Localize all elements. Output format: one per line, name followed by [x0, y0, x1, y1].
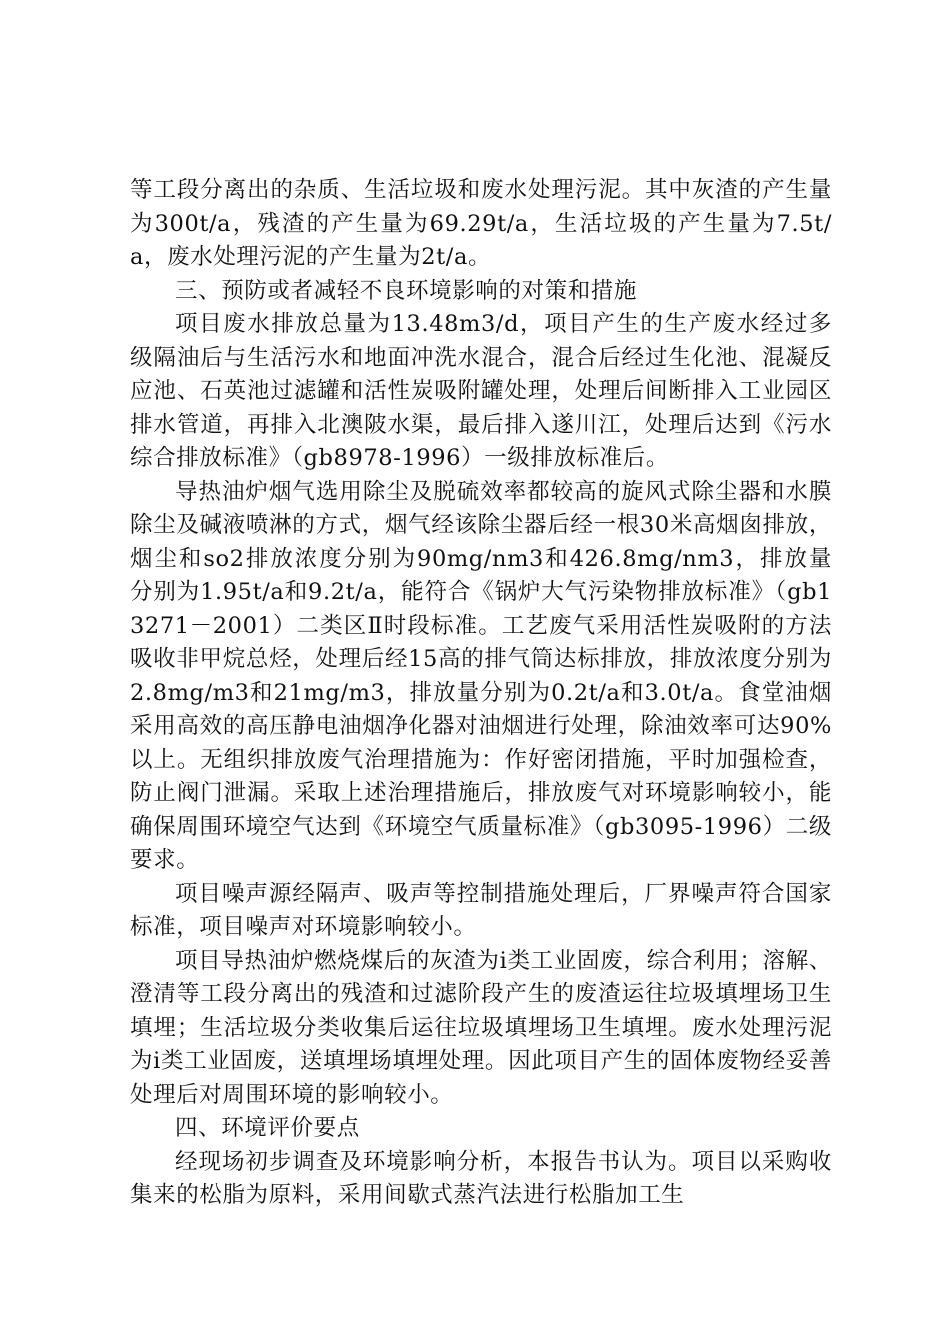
paragraph-noise: 项目噪声源经隔声、吸声等控制措施处理后，厂界噪声符合国家标准，项目噪声对环境影响较小。	[130, 880, 832, 940]
section-heading-3: 三、预防或者减轻不良环境影响的对策和措施	[175, 277, 638, 304]
section-heading-4: 四、环境评价要点	[175, 1115, 360, 1141]
paragraph-continuation: 等工段分离出的杂质、生活垃圾和废水处理污泥。其中灰渣的产生量为300t/a，残渣的产生量为69.29t/a，生活垃圾的产生量为7.5t/a，废水处理污泥的产生量为2t/a。	[130, 177, 832, 270]
paragraph-evaluation: 经现场初步调查及环境影响分析，本报告书认为。项目以采购收集来的松脂为原料，采用间歇式蒸汽法进行松脂加工生	[130, 1148, 832, 1208]
paragraph-exhaust-gas: 导热油炉烟气选用除尘及脱硫效率都较高的旋风式除尘器和水膜除尘及碱液喷淋的方式，烟气经该除尘器后经一根30米高烟囱排放，烟尘和so2排放浓度分别为90mg/nm3和426.8mg/nm3，排放量分别为1.95t/a和9.2t/a，能符合《锅炉大气污染物排放标准》（gb13271－2001）二类区Ⅱ时段标准。工艺废气采用活性炭吸附的方法吸收非甲烷总烃，处理后经15高的排气筒达标排放，排放浓度分别为2.8mg/m3和21mg/m3，排放量分别为0.2t/a和3.0t/a。食堂油烟采用高效的高压静电油烟净化器对油烟进行处理，除油效率可达90%以上。无组织排放废气治理措施为：作好密闭措施，平时加强检查，防止阀门泄漏。采取上述治理措施后，排放废气对环境影响较小，能确保周围环境空气达到《环境空气质量标准》（gb3095-1996）二级要求。	[130, 478, 832, 873]
paragraph-solid-waste: 项目导热油炉燃烧煤后的灰渣为i类工业固废，综合利用；溶解、澄清等工段分离出的残渣和过滤阶段产生的废渣运往垃圾填埋场卫生填埋；生活垃圾分类收集后运往垃圾填埋场卫生填埋。废水处理污泥为i类工业固废，送填埋场填埋处理。因此项目产生的固体废物经妥善处理后对周围环境的影响较小。	[130, 947, 832, 1108]
document-body	[130, 174, 832, 1213]
paragraph-wastewater: 项目废水排放总量为13.48m3/d，项目产生的生产废水经过多级隔油后与生活污水和地面冲洗水混合，混合后经过生化池、混凝反应池、石英池过滤罐和活性炭吸附罐处理，处理后间断排入工业园区排水管道，再排入北澳陂水渠，最后排入遂川江，处理后达到《污水综合排放标准》（gb8978-1996）一级排放标准后。	[130, 311, 832, 471]
